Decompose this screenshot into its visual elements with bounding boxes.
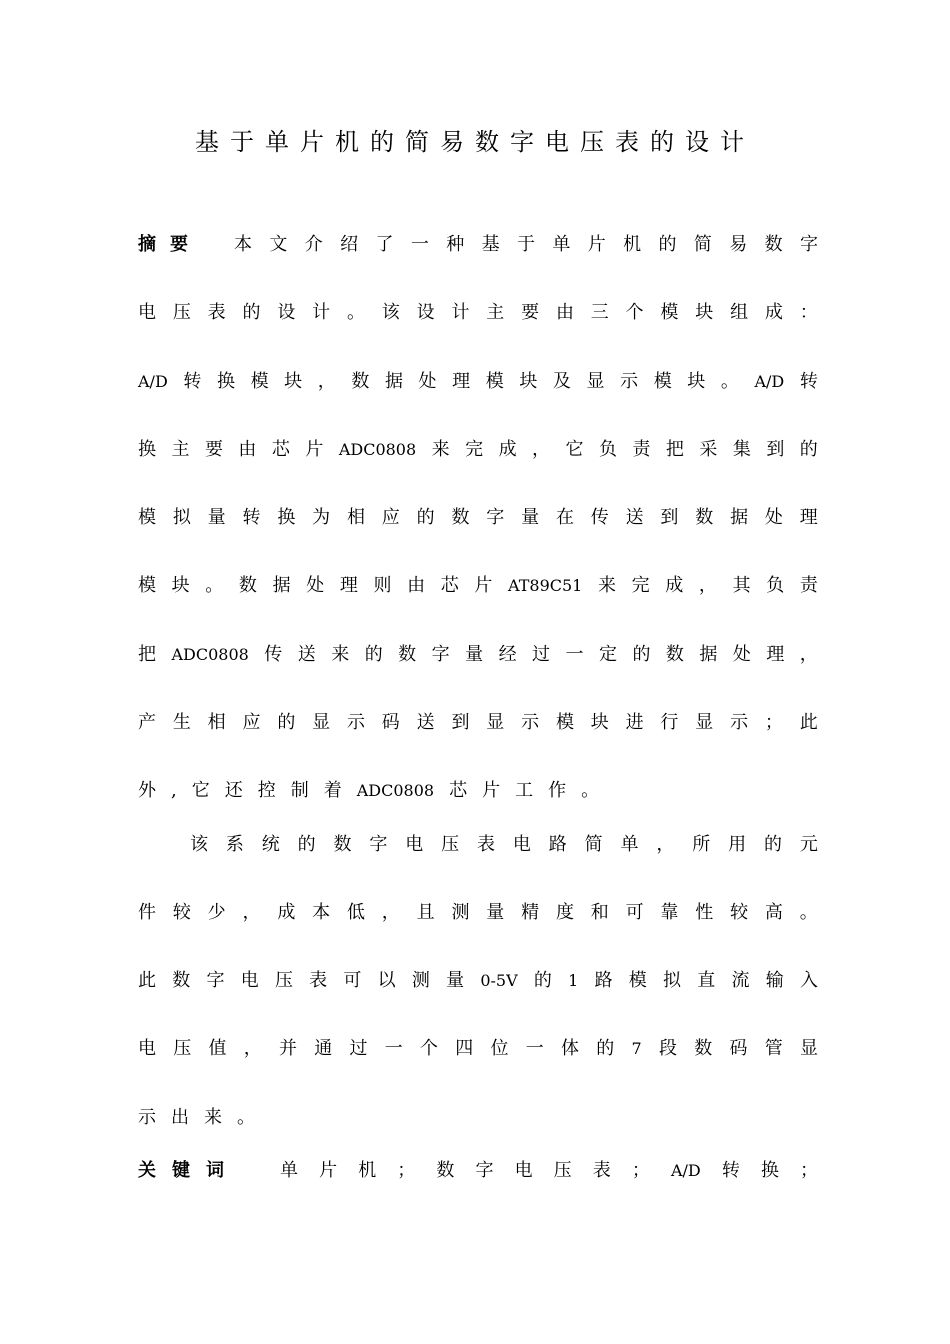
- text-token: 着: [323, 780, 342, 801]
- text-token: 它: [565, 439, 584, 460]
- text-token: 示: [346, 712, 365, 733]
- text-token: 。: [581, 780, 600, 801]
- text-line: [138, 1031, 818, 1067]
- text-token: 一: [565, 644, 584, 665]
- text-token: 据: [699, 644, 718, 665]
- keyword-token: ；: [397, 1160, 416, 1181]
- text-token: 责: [799, 575, 818, 596]
- text-token: 转: [183, 371, 202, 392]
- text-token: 以: [377, 970, 396, 991]
- text-token: 处: [764, 507, 783, 528]
- text-token: 字: [486, 507, 505, 528]
- keyword-token: A/D: [670, 1161, 701, 1180]
- text-token: 直: [697, 970, 716, 991]
- text-line: [138, 432, 818, 468]
- keyword-token: 机: [358, 1160, 377, 1181]
- text-token: 要: [204, 439, 223, 460]
- text-line: [138, 295, 818, 331]
- text-token: 路: [548, 834, 567, 855]
- text-token: 的: [297, 834, 316, 855]
- text-token: 进: [625, 712, 644, 733]
- text-token: 处: [732, 644, 751, 665]
- text-token: 此: [799, 712, 818, 733]
- keyword-token: 单: [280, 1160, 298, 1181]
- keywords-label: 关键词: [138, 1160, 240, 1181]
- text-token: 的: [658, 234, 677, 255]
- text-token: 数: [398, 644, 417, 665]
- text-token: 芯: [449, 780, 468, 801]
- text-token: 理: [339, 575, 358, 596]
- text-token: 的: [277, 712, 296, 733]
- text-token: 元: [799, 834, 818, 855]
- text-token: 。: [205, 575, 224, 596]
- text-token: 三: [590, 302, 609, 323]
- text-token: 送: [297, 644, 316, 665]
- text-token: 示: [138, 1107, 156, 1128]
- text-token: 据: [272, 575, 291, 596]
- text-token: 用: [728, 834, 747, 855]
- text-token: 模: [250, 371, 269, 392]
- text-token: 的: [799, 439, 818, 460]
- text-token: 数: [665, 644, 684, 665]
- text-token: 集: [732, 439, 751, 460]
- text-token: 计: [312, 302, 331, 323]
- text-token: 此: [138, 970, 156, 991]
- text-token: 。: [237, 1107, 255, 1128]
- text-token: 采: [699, 439, 718, 460]
- text-token: 较: [172, 902, 191, 923]
- text-token: 的: [764, 834, 782, 855]
- text-token: 过: [532, 644, 551, 665]
- text-token: 块: [284, 371, 303, 392]
- text-line: [138, 500, 818, 536]
- text-token: 较: [730, 902, 749, 923]
- text-token: 该: [190, 834, 208, 855]
- text-token: 件: [138, 902, 156, 923]
- text-token: 块: [171, 575, 190, 596]
- text-token: 并: [279, 1038, 297, 1059]
- text-token: 简: [584, 834, 603, 855]
- text-token: 码: [729, 1038, 748, 1059]
- text-token: 理: [452, 371, 471, 392]
- text-token: 成: [764, 302, 783, 323]
- text-token: 主: [486, 302, 505, 323]
- text-token: 的: [416, 507, 435, 528]
- text-token: 要: [521, 302, 540, 323]
- text-token: 片: [482, 780, 501, 801]
- text-token: 了: [375, 234, 394, 255]
- text-token: 体: [561, 1038, 579, 1059]
- text-token: 的: [533, 970, 552, 991]
- text-token: 工: [515, 780, 534, 801]
- text-token: 拟: [663, 970, 682, 991]
- text-token: 在: [555, 507, 574, 528]
- text-token: 基: [481, 234, 500, 255]
- text-token: ：: [799, 302, 818, 323]
- text-token: ，: [317, 371, 336, 392]
- keywords-list: [280, 1153, 818, 1189]
- text-token: 数: [172, 970, 191, 991]
- text-token: A/D: [138, 372, 168, 391]
- text-token: 计: [451, 302, 470, 323]
- text-token: 来: [598, 575, 616, 596]
- text-token: 量: [446, 970, 465, 991]
- text-token: 模: [485, 371, 504, 392]
- text-token: 可: [625, 902, 644, 923]
- text-token: 应: [381, 507, 400, 528]
- text-token: 电: [138, 302, 156, 323]
- text-token: 精: [521, 902, 540, 923]
- text-token: 完: [631, 575, 650, 596]
- text-line: [138, 637, 818, 673]
- text-token: 量: [465, 644, 484, 665]
- text-token: 制: [290, 780, 309, 801]
- text-line: [190, 827, 818, 863]
- text-token: 其: [732, 575, 751, 596]
- text-token: 测: [411, 970, 430, 991]
- text-token: 性: [695, 902, 714, 923]
- text-token: 把: [665, 439, 684, 460]
- text-token: 过: [349, 1038, 368, 1059]
- text-token: ，: [656, 834, 675, 855]
- text-token: 个: [625, 302, 644, 323]
- text-token: ADC0808: [338, 440, 417, 459]
- text-token: 文: [269, 234, 288, 255]
- text-token: 个: [420, 1038, 438, 1059]
- text-token: 经: [498, 644, 517, 665]
- text-token: 相: [346, 507, 365, 528]
- text-token: ，: [532, 439, 551, 460]
- text-token: 据: [730, 507, 749, 528]
- text-token: 成: [665, 575, 684, 596]
- text-token: 压: [172, 302, 191, 323]
- text-token: 一: [384, 1038, 403, 1059]
- text-token: 则: [373, 575, 392, 596]
- text-token: 7: [631, 1039, 642, 1058]
- text-token: 负: [766, 575, 785, 596]
- text-token: 四: [455, 1038, 474, 1059]
- text-token: 出: [171, 1107, 189, 1128]
- text-token: 还: [224, 780, 243, 801]
- text-token: 模: [138, 507, 156, 528]
- text-token: 换: [277, 507, 296, 528]
- text-token: 处: [306, 575, 325, 596]
- text-token: 负: [598, 439, 617, 460]
- text-token: 换: [216, 371, 235, 392]
- text-token: 输: [765, 970, 784, 991]
- text-token: 表: [207, 302, 226, 323]
- text-token: 数: [764, 234, 783, 255]
- abstract-label: 摘要: [138, 234, 202, 255]
- text-line: [138, 773, 818, 809]
- text-token: 流: [731, 970, 750, 991]
- text-token: 由: [555, 302, 574, 323]
- text-token: 生: [172, 712, 191, 733]
- text-token: 产: [138, 712, 156, 733]
- text-token: 压: [173, 1038, 192, 1059]
- text-token: 片: [474, 575, 493, 596]
- text-token: 显: [695, 712, 714, 733]
- text-token: 控: [257, 780, 276, 801]
- text-token: 成: [277, 902, 296, 923]
- text-token: 送: [625, 507, 644, 528]
- text-line: [138, 1100, 818, 1136]
- text-token: 1: [568, 971, 579, 990]
- text-token: 换: [138, 439, 156, 460]
- text-token: 芯: [440, 575, 459, 596]
- text-token: 电: [138, 1038, 156, 1059]
- page-title: 基于单片机的简易数字电压表的设计: [195, 128, 755, 156]
- text-token: 拟: [172, 507, 191, 528]
- keyword-token: ；: [631, 1160, 650, 1181]
- text-token: ，: [698, 575, 717, 596]
- text-token: 本: [234, 234, 252, 255]
- text-token: 该: [381, 302, 400, 323]
- text-token: 数: [694, 1038, 713, 1059]
- text-token: 模: [138, 575, 156, 596]
- text-token: 为: [312, 507, 331, 528]
- text-token: 电: [240, 970, 259, 991]
- text-token: 到: [451, 712, 470, 733]
- text-token: 应: [242, 712, 261, 733]
- keyword-token: 电: [514, 1160, 533, 1181]
- text-line: [138, 705, 818, 741]
- text-token: 字: [369, 834, 388, 855]
- text-token: 示: [620, 371, 639, 392]
- text-token: 字: [800, 234, 818, 255]
- text-token: 位: [490, 1038, 509, 1059]
- keyword-token: 片: [319, 1160, 338, 1181]
- text-token: ADC0808: [356, 781, 435, 800]
- text-token: 来: [431, 439, 450, 460]
- text-token: 于: [517, 234, 535, 255]
- text-token: 示: [730, 712, 749, 733]
- text-token: 介: [304, 234, 323, 255]
- text-line: [138, 963, 818, 999]
- text-token: 管: [764, 1038, 783, 1059]
- text-line: [138, 364, 818, 400]
- text-token: 块: [519, 371, 538, 392]
- keyword-token: 表: [592, 1160, 611, 1181]
- text-token: 到: [660, 507, 679, 528]
- text-token: 电: [405, 834, 424, 855]
- text-token: 。: [346, 302, 365, 323]
- text-token: 绍: [340, 234, 359, 255]
- text-token: 的: [632, 644, 651, 665]
- text-token: 处: [418, 371, 437, 392]
- text-token: 一: [410, 234, 429, 255]
- text-token: 量: [486, 902, 505, 923]
- text-line: [138, 227, 818, 263]
- text-token: 作: [548, 780, 567, 801]
- text-token: 的: [364, 644, 383, 665]
- text-token: 块: [590, 712, 609, 733]
- text-token: 高: [764, 902, 783, 923]
- text-token: 的: [596, 1038, 615, 1059]
- text-token: 字: [206, 970, 225, 991]
- text-token: 靠: [660, 902, 679, 923]
- text-token: 传: [590, 507, 609, 528]
- text-token: 块: [687, 371, 706, 392]
- text-token: ，: [243, 1038, 262, 1059]
- text-token: 数: [451, 507, 470, 528]
- text-line: [138, 568, 818, 604]
- text-token: 成: [498, 439, 517, 460]
- text-token: 统: [261, 834, 280, 855]
- text-token: 路: [594, 970, 613, 991]
- text-token: ，: [799, 644, 818, 665]
- abstract-first-line-text: [234, 227, 818, 263]
- text-token: 显: [312, 712, 331, 733]
- text-token: 理: [766, 644, 785, 665]
- text-token: 它: [191, 780, 210, 801]
- text-token: 来: [204, 1107, 222, 1128]
- text-token: 压: [441, 834, 460, 855]
- text-token: 机: [623, 234, 642, 255]
- keyword-token: ；: [800, 1160, 818, 1181]
- text-token: 所: [692, 834, 711, 855]
- text-token: 数: [351, 371, 370, 392]
- text-line: [138, 1153, 818, 1189]
- text-token: 易: [729, 234, 748, 255]
- text-token: 理: [799, 507, 818, 528]
- text-token: AT89C51: [508, 576, 583, 595]
- text-token: 模: [660, 302, 679, 323]
- text-token: 行: [660, 712, 679, 733]
- text-token: 据: [384, 371, 403, 392]
- text-token: 送: [416, 712, 435, 733]
- keyword-token: 转: [721, 1160, 740, 1181]
- text-token: ；: [764, 712, 783, 733]
- text-token: 通: [314, 1038, 333, 1059]
- text-line: [138, 895, 818, 931]
- text-token: 测: [451, 902, 470, 923]
- text-token: 设: [416, 302, 435, 323]
- text-token: 责: [632, 439, 651, 460]
- text-token: 入: [799, 970, 818, 991]
- text-token: 显: [799, 1038, 818, 1059]
- text-token: 简: [693, 234, 712, 255]
- text-token: 模: [653, 371, 672, 392]
- text-token: 组: [730, 302, 749, 323]
- keyword-token: 数: [436, 1160, 455, 1181]
- text-token: 且: [416, 902, 435, 923]
- text-token: 种: [446, 234, 465, 255]
- keyword-token: 换: [760, 1160, 779, 1181]
- text-token: 及: [552, 371, 571, 392]
- text-token: 码: [381, 712, 400, 733]
- text-token: 单: [552, 234, 571, 255]
- text-token: ，: [381, 902, 400, 923]
- text-token: 显: [486, 712, 505, 733]
- text-token: 片: [305, 439, 324, 460]
- text-token: 模: [555, 712, 574, 733]
- text-token: 量: [521, 507, 540, 528]
- text-token: 块: [695, 302, 714, 323]
- text-token: 本: [312, 902, 331, 923]
- text-token: 芯: [271, 439, 290, 460]
- keyword-token: 字: [475, 1160, 494, 1181]
- text-token: 字: [431, 644, 450, 665]
- text-token: 段: [658, 1038, 677, 1059]
- text-token: ，: [242, 902, 261, 923]
- text-token: 。: [799, 902, 818, 923]
- text-token: 少: [207, 902, 226, 923]
- text-token: 把: [138, 644, 156, 665]
- text-token: 由: [407, 575, 426, 596]
- text-token: 完: [465, 439, 484, 460]
- text-token: 电: [512, 834, 531, 855]
- text-token: 由: [238, 439, 257, 460]
- text-token: ,: [171, 780, 177, 801]
- text-token: 传: [264, 644, 283, 665]
- text-token: 一: [525, 1038, 544, 1059]
- text-token: 模: [628, 970, 647, 991]
- text-token: 0-5V: [480, 971, 518, 990]
- text-token: 低: [346, 902, 365, 923]
- text-token: 度: [555, 902, 574, 923]
- text-token: 片: [587, 234, 606, 255]
- text-token: 显: [586, 371, 605, 392]
- text-token: 转: [242, 507, 261, 528]
- text-token: 压: [274, 970, 293, 991]
- text-token: 外: [138, 780, 156, 801]
- text-token: 定: [598, 644, 617, 665]
- text-token: 示: [521, 712, 540, 733]
- text-token: 可: [343, 970, 362, 991]
- text-token: 数: [695, 507, 714, 528]
- text-token: 数: [333, 834, 352, 855]
- text-token: 。: [720, 371, 739, 392]
- text-token: 转: [799, 371, 818, 392]
- text-token: 单: [620, 834, 639, 855]
- text-token: 的: [242, 302, 261, 323]
- text-token: A/D: [754, 372, 785, 391]
- text-token: 值: [208, 1038, 227, 1059]
- text-token: 来: [331, 644, 350, 665]
- text-token: 表: [477, 834, 495, 855]
- text-token: 系: [225, 834, 244, 855]
- text-token: 表: [309, 970, 328, 991]
- text-token: 和: [590, 902, 609, 923]
- keyword-token: 压: [553, 1160, 572, 1181]
- text-token: 到: [766, 439, 785, 460]
- text-token: 数: [238, 575, 257, 596]
- text-token: 相: [207, 712, 226, 733]
- text-token: ADC0808: [171, 645, 249, 664]
- text-token: 设: [277, 302, 296, 323]
- text-token: 主: [171, 439, 190, 460]
- text-token: 量: [207, 507, 226, 528]
